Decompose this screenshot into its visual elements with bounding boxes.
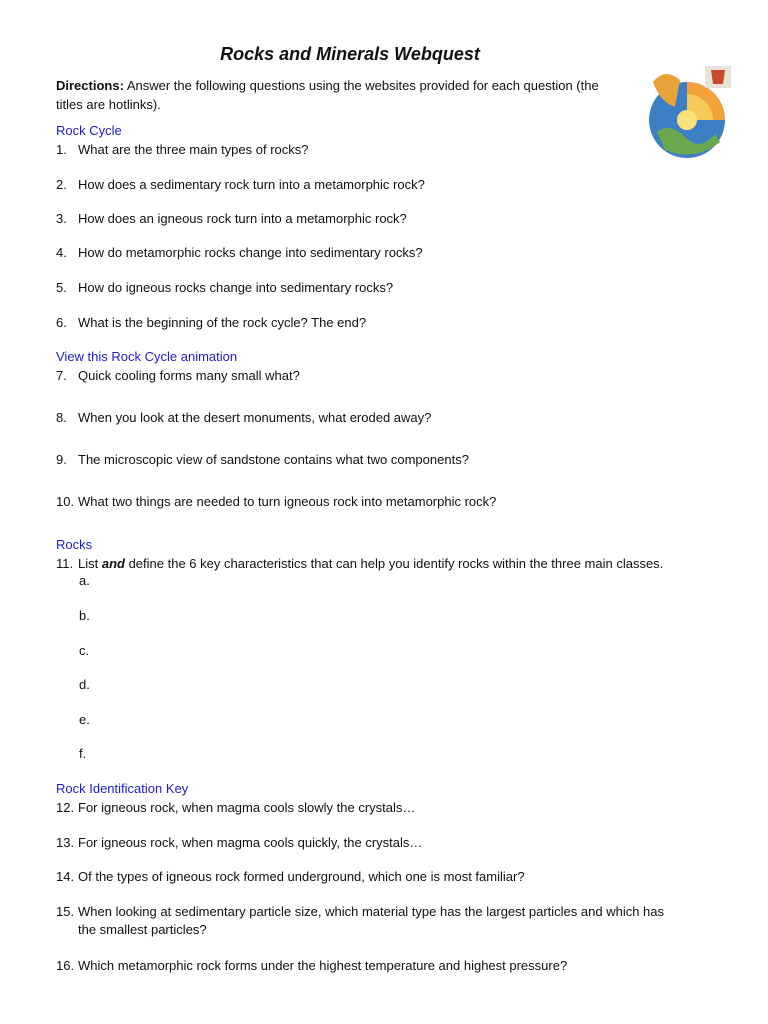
question-7: 7. Quick cooling forms many small what? [56,368,300,383]
sub-item-f: f. [79,746,87,761]
question-16: 16. Which metamorphic rock forms under the highest temperature and highest pressure? [56,958,568,973]
question-12: 12. For igneous rock, when magma cools slowly the crystals… [56,800,416,815]
sub-item-c: c. [79,643,90,658]
section-rock-cycle-link[interactable]: Rock Cycle [56,123,122,138]
question-8: 8. When you look at the desert monuments, what eroded away? [56,410,432,425]
section-key-link[interactable]: Rock Identification Key [56,781,189,796]
sub-item-b: b. [79,608,90,623]
question-14: 14. Of the types of igneous rock formed underground, which one is most familiar? [56,869,525,884]
sub-item-d: d. [79,677,90,692]
sub-item-a: a. [79,573,90,588]
directions-label: Directions: [56,78,124,93]
directions-block [56,76,646,114]
page-title: Rocks and Minerals Webquest [220,44,480,64]
question-3: 3. How does an igneous rock turn into a metamorphic rock? [56,211,407,226]
section-rocks-link[interactable]: Rocks [56,537,93,552]
question-1: 1. What are the three main types of rocks? [56,142,309,157]
question-9: 9. The microscopic view of sandstone contains what two components? [56,452,469,467]
question-6: 6. What is the beginning of the rock cycle? The end? [56,315,367,330]
question-13: 13. For igneous rock, when magma cools quickly, the crystals… [56,835,423,850]
section-animation-link[interactable]: View this Rock Cycle animation [56,349,238,364]
directions-text-1: Answer the following questions using the websites provided for each question (the [126,78,599,93]
question-10: 10. What two things are needed to turn igneous rock into metamorphic rock? [56,494,497,509]
question-4: 4. How do metamorphic rocks change into sedimentary rocks? [56,245,423,260]
question-2: 2. How does a sedimentary rock turn into a metamorphic rock? [56,177,425,192]
question-11: 11. List and define the 6 key characteristics that can help you identify rocks within the three main classes. [56,556,664,571]
directions-text-2: titles are hotlinks). [56,97,161,112]
sub-item-e: e. [79,712,90,727]
question-15: 15. When looking at sedimentary particle size, which material type has the largest particles and which has the smallest particles? [56,904,665,937]
question-5: 5. How do igneous rocks change into sedimentary rocks? [56,280,394,295]
